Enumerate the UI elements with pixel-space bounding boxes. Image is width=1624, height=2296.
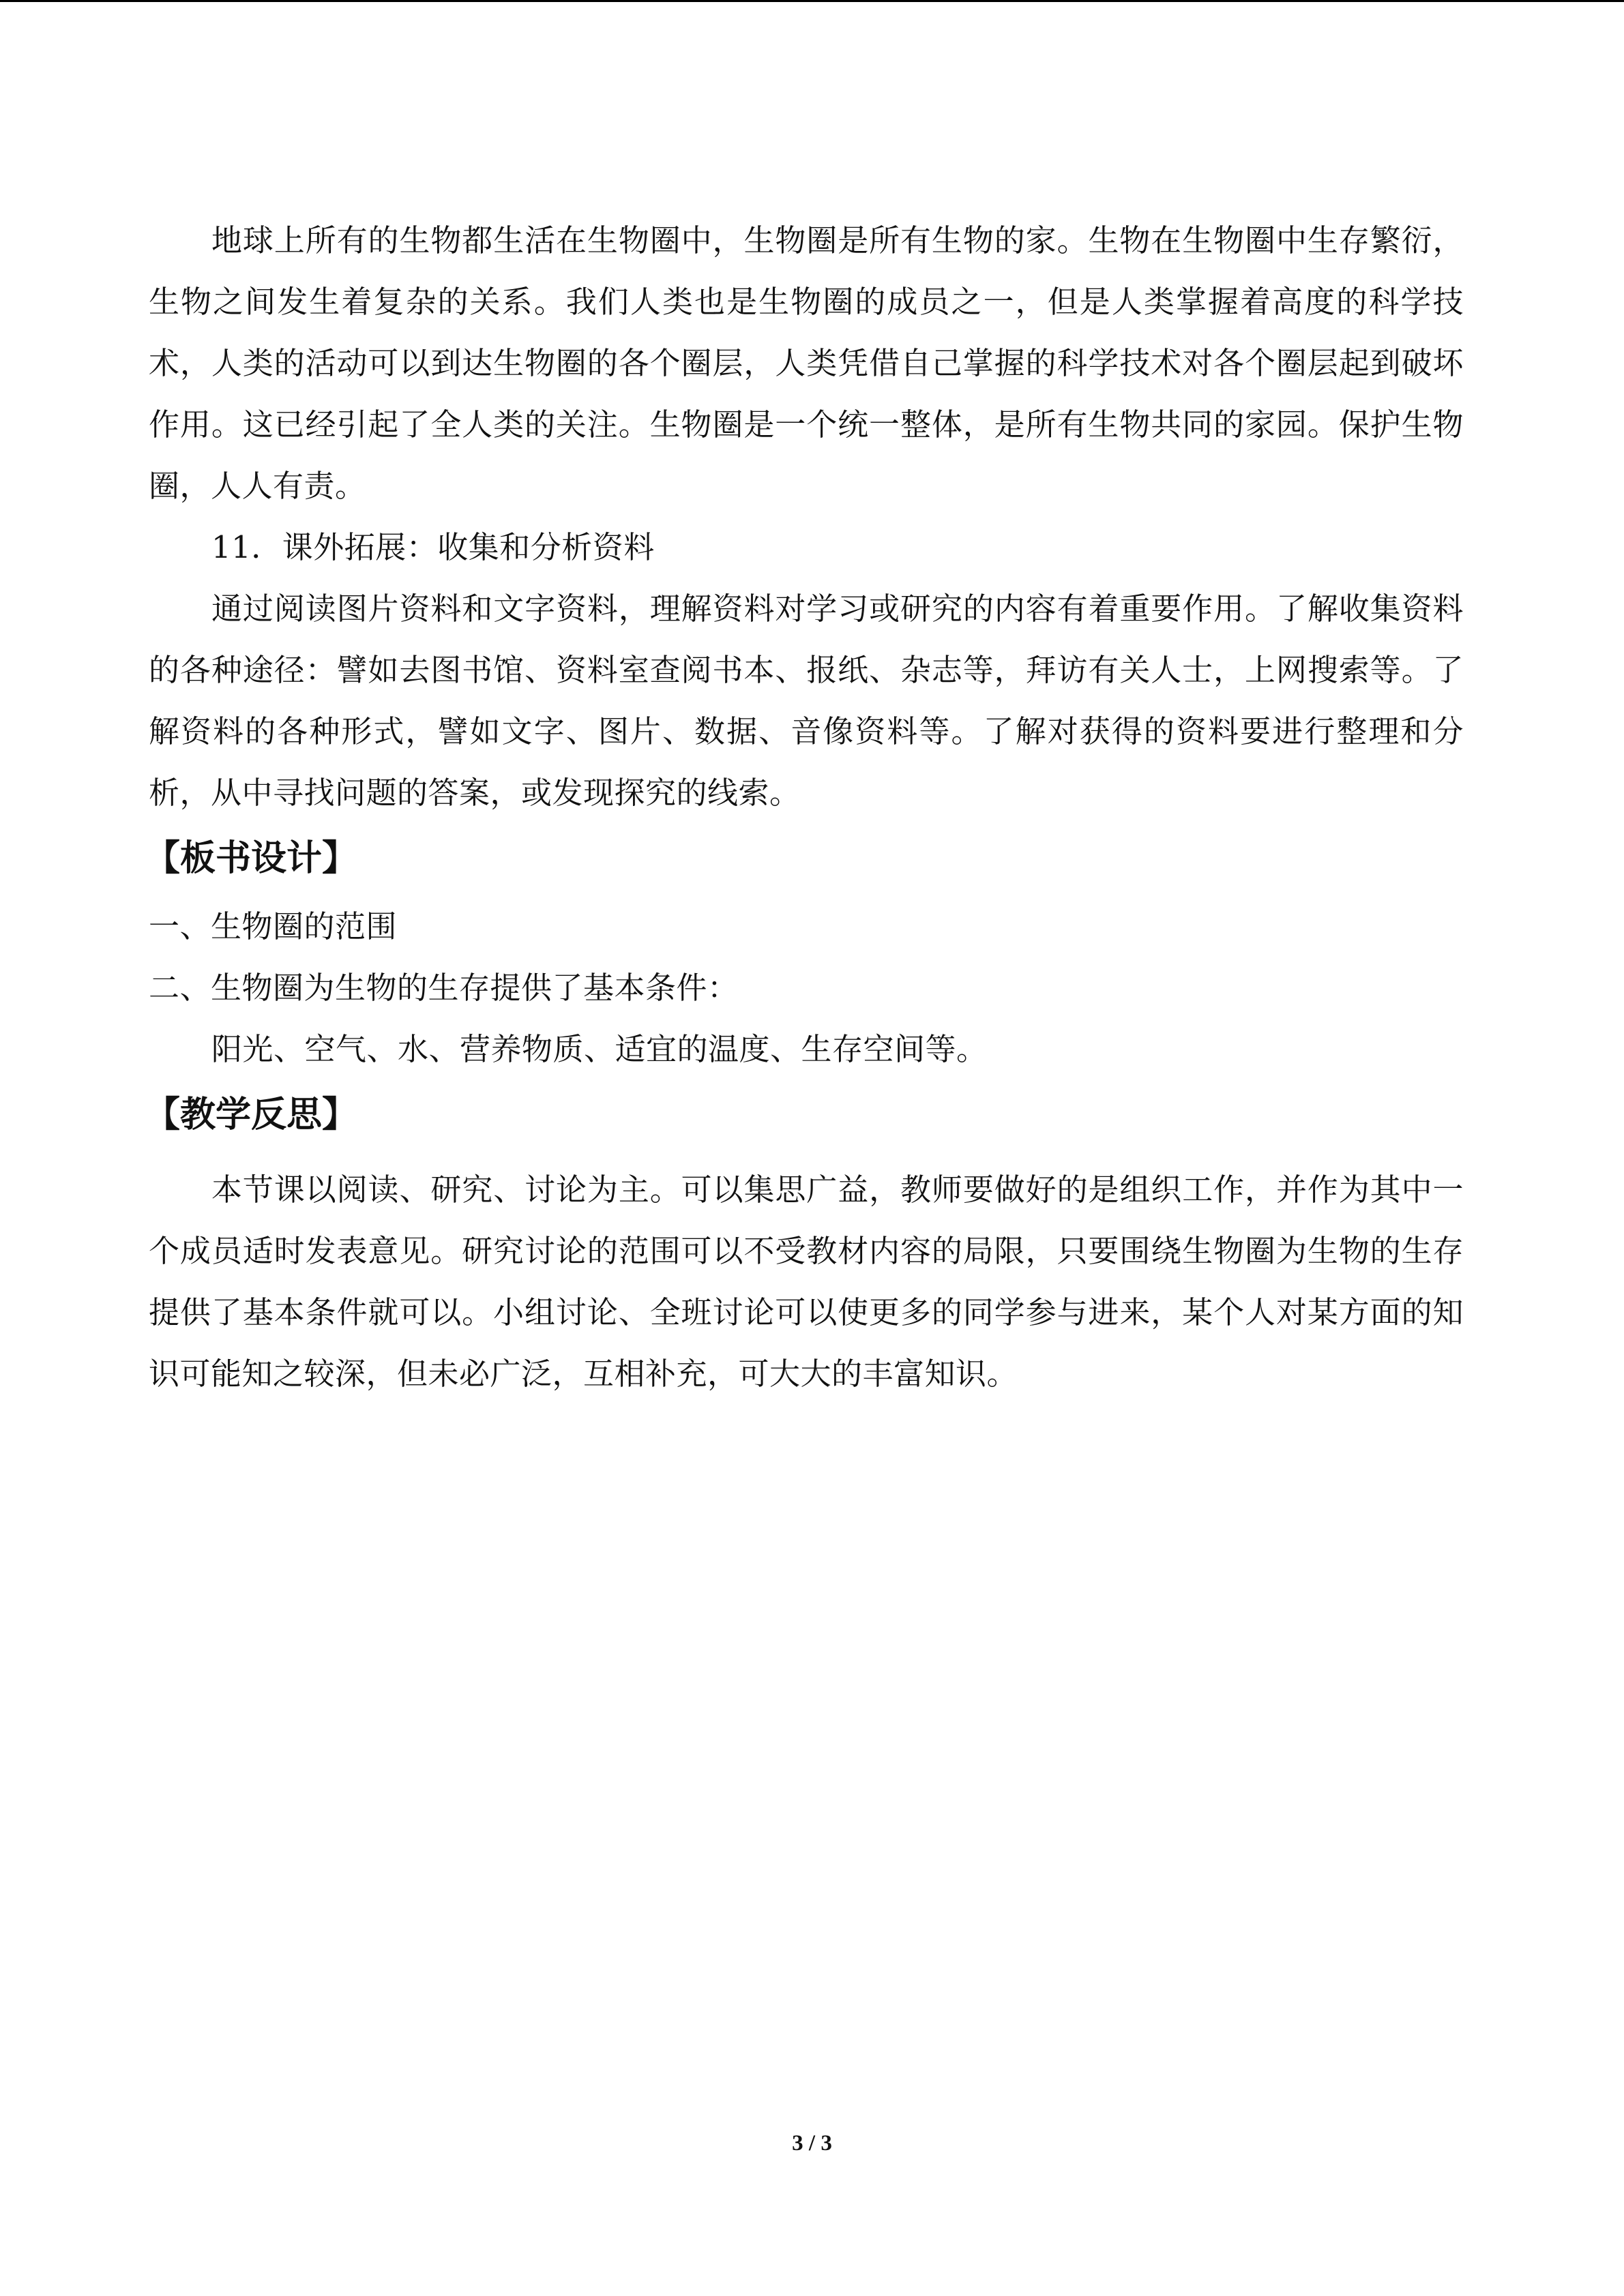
- document-body: [145, 210, 1464, 1405]
- paragraph-extension-title: 11．课外拓展：收集和分析资料: [211, 529, 655, 565]
- paragraph-biosphere: 地球上所有的生物都生活在生物圈中，生物圈是所有生物的家。生物在生物圈中生存繁衍，生物之间发生着复杂的关系。我们人类也是生物圈的成员之一，但是人类掌握着高度的科学技术，人类的活动可以到达生物圈的各个圈层，人类凭借自己掌握的科学技术对各个圈层起到破坏作用。这已经引起了全人类的关注。生物圈是一个统一整体，是所有生物共同的家园。保护生物圈，人人有责。: [149, 222, 1464, 504]
- board-item-2-detail: 阳光、空气、水、营养物质、适宜的温度、生存空间等。: [211, 1031, 988, 1067]
- paragraph-data-collection: 通过阅读图片资料和文字资料，理解资料对学习或研究的内容有着重要作用。了解收集资料的各种途径：譬如去图书馆、资料室查阅书本、报纸、杂志等，拜访有关人士，上网搜索等。了解资料的各种形式，譬如文字、图片、数据、音像资料等。了解对获得的资料要进行整理和分析，从中寻找问题的答案，或发现探究的线索。: [149, 591, 1464, 811]
- board-item-2: 二、生物圈为生物的生存提供了基本条件：: [149, 970, 739, 1006]
- heading-teaching-reflection: 【教学反思】: [145, 1094, 358, 1135]
- paragraph-reflection: 本节课以阅读、研究、讨论为主。可以集思广益，教师要做好的是组织工作，并作为其中一个成员适时发表意见。研究讨论的范围可以不受教材内容的局限，只要围绕生物圈为生物的生存提供了基本条件就可以。小组讨论、全班讨论可以使更多的同学参与进来，某个人对某方面的知识可能知之较深，但未必广泛，互相补充，可大大的丰富知识。: [149, 1172, 1464, 1392]
- page-number: 3 / 3: [792, 2131, 832, 2156]
- page-top-border: [0, 0, 1624, 2]
- board-item-1: 一、生物圈的范围: [149, 908, 398, 944]
- heading-board-design: 【板书设计】: [145, 838, 358, 879]
